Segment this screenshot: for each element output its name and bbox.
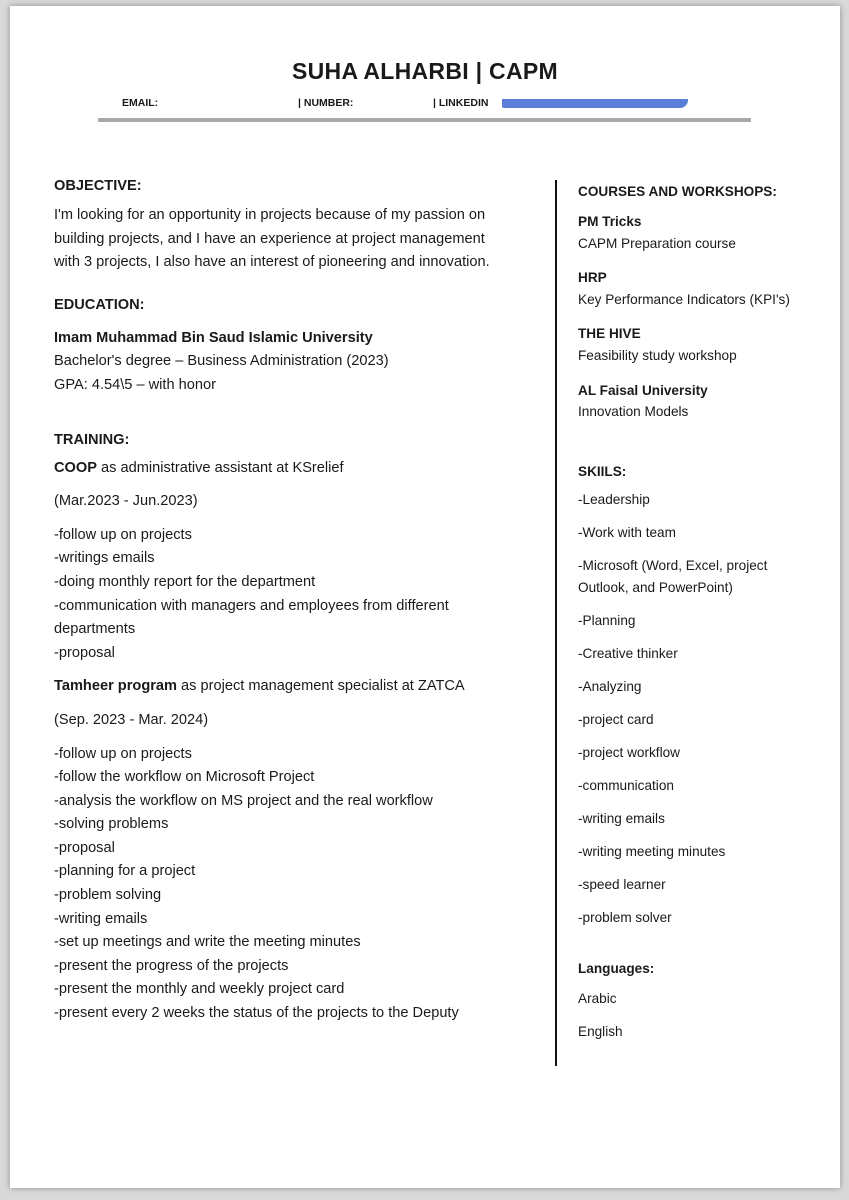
skill-line: -Creative thinker xyxy=(578,645,678,661)
skill-line: -Analyzing xyxy=(578,678,642,694)
course-name: Key Performance Indicators (KPI's) xyxy=(578,291,790,307)
coop-duty-item: -follow up on projects xyxy=(54,526,192,543)
linkedin-redaction xyxy=(502,99,688,108)
objective-line: with 3 projects, I also have an interest of pioneering and innovation. xyxy=(54,254,490,271)
course-name: Feasibility study workshop xyxy=(578,347,737,363)
tamheer-duty-item: -analysis the workflow on MS project and the real workflow xyxy=(54,792,433,809)
course-provider: HRP xyxy=(578,270,607,286)
skill-item xyxy=(578,907,833,929)
tamheer-duty-item: -solving problems xyxy=(54,816,169,833)
training-heading: TRAINING: xyxy=(54,431,130,448)
course-list xyxy=(578,211,833,423)
coop-duty-item: -proposal xyxy=(54,644,115,661)
resume-page xyxy=(10,6,840,1188)
tamheer-title-rest: as project management specialist at ZATCA xyxy=(177,678,465,695)
skills-section xyxy=(578,464,833,929)
coop-duty-item: -doing monthly report for the department xyxy=(54,573,316,590)
tamheer-title-bold: Tamheer program xyxy=(54,678,177,695)
courses-section xyxy=(578,184,833,423)
skill-item xyxy=(578,676,833,698)
degree: Bachelor's degree – Business Administration (2023) xyxy=(54,353,389,370)
resume-name: SUHA ALHARBI | CAPM xyxy=(292,58,558,84)
gpa: GPA: 4.54\5 – with honor xyxy=(54,376,216,393)
course-item xyxy=(578,380,833,423)
coop-duty-item: -communication with managers and employees from different xyxy=(54,597,449,614)
skill-line: -writing meeting minutes xyxy=(578,844,726,860)
skills-heading: SKIILS: xyxy=(578,463,627,479)
skill-line: -Planning xyxy=(578,612,636,628)
tamheer-duty-item: -present the monthly and weekly project card xyxy=(54,981,345,998)
skill-line: -Leadership xyxy=(578,491,650,507)
tamheer-duties xyxy=(54,743,549,1026)
objective-heading: OBJECTIVE: xyxy=(54,178,142,194)
tamheer-duty-item: -set up meetings and write the meeting minutes xyxy=(54,934,361,951)
coop-duties xyxy=(54,524,549,666)
tamheer-duty-item: -writing emails xyxy=(54,910,148,927)
coop-duty-item: -writings emails xyxy=(54,550,155,567)
skill-item xyxy=(578,775,833,797)
skill-line: -writing emails xyxy=(578,811,665,827)
tamheer-duty-item: -follow up on projects xyxy=(54,745,192,762)
skill-item xyxy=(578,709,833,731)
objective-section xyxy=(54,178,549,275)
number-redaction xyxy=(372,95,434,109)
training-section xyxy=(54,432,549,1026)
languages-section xyxy=(578,961,833,1043)
email-redaction xyxy=(166,95,294,109)
skill-line: Outlook, and PowerPoint) xyxy=(578,579,733,595)
coop-title-rest: as administrative assistant at KSrelief xyxy=(96,459,344,476)
skill-item xyxy=(578,742,833,764)
tamheer-duty-item: -proposal xyxy=(54,839,115,856)
tamheer-duty-item: -problem solving xyxy=(54,887,162,904)
skill-item xyxy=(578,555,833,598)
skill-item xyxy=(578,841,833,863)
number-label: | NUMBER: xyxy=(298,97,354,109)
language-item: English xyxy=(578,1024,623,1040)
course-provider: PM Tricks xyxy=(578,214,642,229)
skill-item xyxy=(578,643,833,665)
course-name: CAPM Preparation course xyxy=(578,235,736,251)
skill-line: -project workflow xyxy=(578,745,680,760)
tamheer-dates: (Sep. 2023 - Mar. 2024) xyxy=(54,711,209,728)
skill-line: -problem solver xyxy=(578,910,672,926)
email-label: EMAIL: xyxy=(122,97,159,109)
education-section xyxy=(54,297,549,398)
coop-title xyxy=(54,457,549,481)
left-column xyxy=(54,178,549,1026)
coop-title-bold: COOP xyxy=(54,459,97,476)
column-divider xyxy=(555,180,557,1066)
right-column xyxy=(578,184,833,1054)
skill-line: -Microsoft (Word, Excel, project xyxy=(578,557,768,573)
course-item xyxy=(578,323,833,366)
objective-line: I'm looking for an opportunity in projects because of my passion on xyxy=(54,207,486,223)
skill-item xyxy=(578,610,833,632)
objective-line: building projects, and I have an experience at project management xyxy=(54,230,485,247)
courses-heading: COURSES AND WORKSHOPS: xyxy=(578,184,777,199)
skill-line: -project card xyxy=(578,711,654,727)
skill-item xyxy=(578,522,833,544)
tamheer-duty-item: -present the progress of the projects xyxy=(54,957,289,974)
objective-text xyxy=(54,204,549,275)
university-name: Imam Muhammad Bin Saud Islamic University xyxy=(54,329,373,346)
header-divider xyxy=(98,118,751,122)
skill-item xyxy=(578,808,833,830)
tamheer-duty-item: -follow the workflow on Microsoft Project xyxy=(54,769,315,786)
tamheer-duty-item: -planning for a project xyxy=(54,863,196,880)
education-heading: EDUCATION: xyxy=(54,296,145,313)
skill-line: -speed learner xyxy=(578,877,666,893)
language-item: Arabic xyxy=(578,991,617,1007)
languages-heading: Languages: xyxy=(578,961,655,977)
contact-row xyxy=(112,95,752,113)
course-name: Innovation Models xyxy=(578,404,689,420)
coop-duty-item: departments xyxy=(54,621,136,638)
tamheer-duty-item: -present every 2 weeks the status of the projects to the Deputy xyxy=(54,1005,459,1022)
skill-line: -Work with team xyxy=(578,524,676,540)
tamheer-title xyxy=(54,675,549,699)
course-item xyxy=(578,267,833,310)
linkedin-label: | LINKEDIN xyxy=(433,97,489,109)
course-item xyxy=(578,211,833,254)
language-list xyxy=(578,988,833,1043)
course-provider: AL Faisal University xyxy=(578,382,708,398)
skill-line: -communication xyxy=(578,778,674,794)
coop-dates: (Mar.2023 - Jun.2023) xyxy=(54,493,198,510)
skill-list xyxy=(578,489,833,929)
skill-item xyxy=(578,874,833,896)
skill-item xyxy=(578,489,833,511)
course-provider: THE HIVE xyxy=(578,326,641,342)
